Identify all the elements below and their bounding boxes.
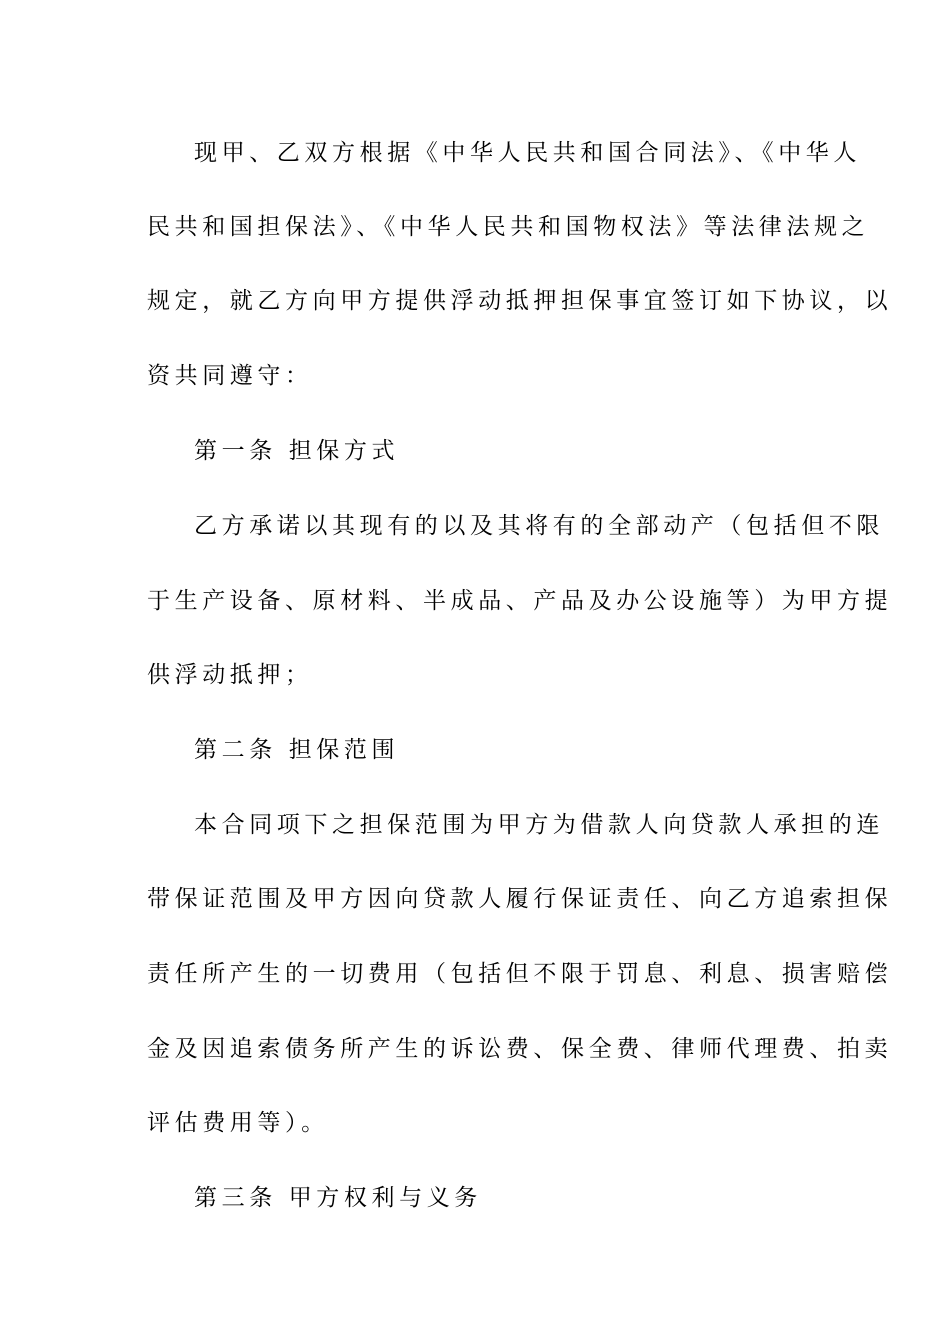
paragraph-3-line-4: 金及因追索债务所产生的诉讼费、保全费、律师代理费、拍卖 xyxy=(147,1036,893,1062)
paragraph-2-line-2: 于生产设备、原材料、半成品、产品及办公设施等）为甲方提 xyxy=(147,588,893,614)
paragraph-1-line-4: 资共同遵守： xyxy=(147,363,313,389)
paragraph-2-line-1: 乙方承诺以其现有的以及其将有的全部动产（包括但不限 xyxy=(194,513,884,539)
paragraph-1-line-1: 现甲、乙双方根据《中华人民共和国合同法》、《中华人 xyxy=(194,140,861,166)
article-1-heading: 第一条 担保方式 xyxy=(194,438,400,464)
paragraph-1-line-2: 民共和国担保法》、《中华人民共和国物权法》等法律法规之 xyxy=(147,214,870,240)
paragraph-3-line-1: 本合同项下之担保范围为甲方为借款人向贷款人承担的连 xyxy=(194,812,884,838)
paragraph-3-line-3: 责任所产生的一切费用（包括但不限于罚息、利息、损害赔偿 xyxy=(147,961,893,987)
paragraph-2-line-3: 供浮动抵押； xyxy=(147,662,313,688)
paragraph-1-line-3: 规定，就乙方向甲方提供浮动抵押担保事宜签订如下协议，以 xyxy=(147,288,893,314)
paragraph-3-line-2: 带保证范围及甲方因向贷款人履行保证责任、向乙方追索担保 xyxy=(147,886,893,912)
paragraph-3-line-5: 评估费用等）。 xyxy=(147,1110,329,1136)
article-3-heading: 第三条 甲方权利与义务 xyxy=(194,1185,482,1211)
article-2-heading: 第二条 担保范围 xyxy=(194,737,400,763)
